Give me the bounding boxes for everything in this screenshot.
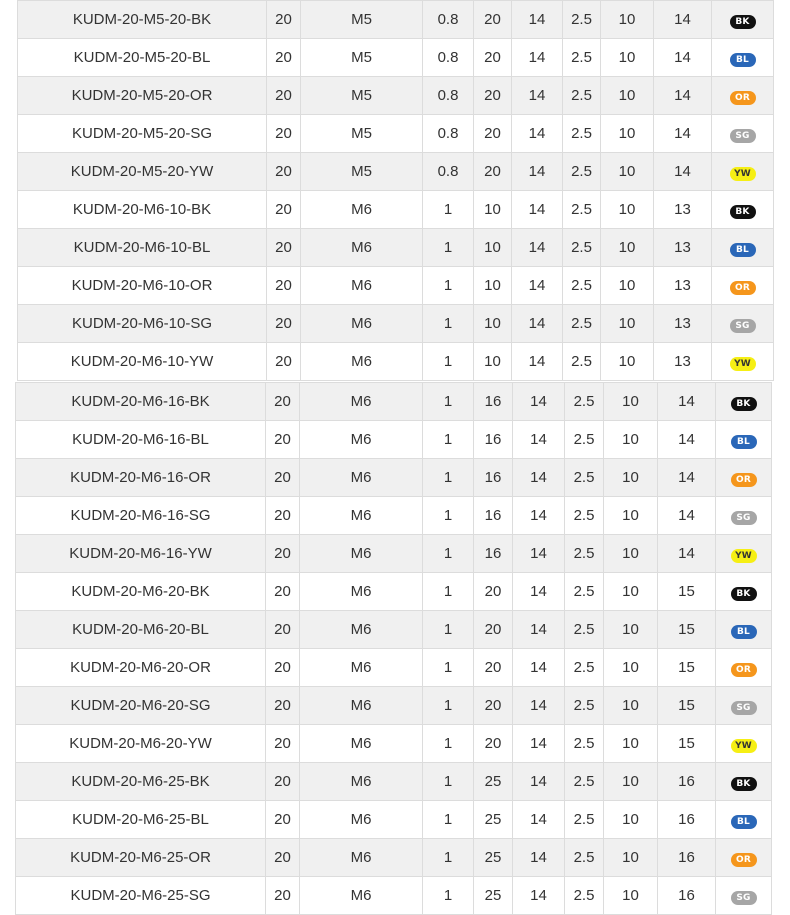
color-cell xyxy=(712,115,774,153)
length-cell: 25 xyxy=(474,801,513,839)
thread-cell: M5 xyxy=(301,77,423,115)
dim-b-cell: 2.5 xyxy=(563,191,601,229)
dim-c-cell: 10 xyxy=(601,229,654,267)
diameter-cell: 20 xyxy=(266,763,300,801)
table-row xyxy=(18,115,774,153)
color-badge: SG xyxy=(730,129,756,143)
length-cell: 16 xyxy=(474,459,513,497)
thread-cell: M6 xyxy=(300,649,423,687)
dim-c-cell: 10 xyxy=(604,877,658,915)
thread-cell: M6 xyxy=(300,497,423,535)
diameter-cell: 20 xyxy=(267,267,301,305)
thread-cell: M5 xyxy=(301,115,423,153)
dim-c-cell: 10 xyxy=(604,763,658,801)
dim-b-cell: 2.5 xyxy=(563,267,601,305)
dim-a-cell: 14 xyxy=(512,77,563,115)
length-cell: 16 xyxy=(474,421,513,459)
dim-a-cell: 14 xyxy=(513,725,565,763)
color-badge: SG xyxy=(730,319,756,333)
color-badge: BK xyxy=(731,587,757,601)
color-badge: BK xyxy=(731,777,757,791)
part-number-cell: KUDM-20-M6-16-BL xyxy=(16,421,266,459)
dim-a-cell: 14 xyxy=(513,535,565,573)
part-number-cell: KUDM-20-M6-20-OR xyxy=(16,649,266,687)
table-row xyxy=(18,343,774,381)
diameter-cell: 20 xyxy=(266,383,300,421)
table-row xyxy=(16,839,772,877)
dim-e-cell: 14 xyxy=(654,1,712,39)
dim-c-cell: 10 xyxy=(604,649,658,687)
table-row xyxy=(18,267,774,305)
part-number-cell: KUDM-20-M6-25-BL xyxy=(16,801,266,839)
color-badge: OR xyxy=(730,91,756,105)
pitch-cell: 1 xyxy=(423,497,474,535)
dim-b-cell: 2.5 xyxy=(565,459,604,497)
thread-cell: M6 xyxy=(300,877,423,915)
dim-e-cell: 16 xyxy=(658,801,716,839)
color-badge: SG xyxy=(731,511,757,525)
color-badge: YW xyxy=(730,357,756,371)
dim-e-cell: 14 xyxy=(658,535,716,573)
table-row xyxy=(18,229,774,267)
pitch-cell: 1 xyxy=(423,839,474,877)
dim-c-cell: 10 xyxy=(604,573,658,611)
color-badge: YW xyxy=(731,739,757,753)
table-body xyxy=(18,1,774,381)
pitch-cell: 1 xyxy=(423,649,474,687)
dim-e-cell: 13 xyxy=(654,343,712,381)
dim-b-cell: 2.5 xyxy=(563,153,601,191)
pitch-cell: 1 xyxy=(423,191,474,229)
diameter-cell: 20 xyxy=(266,421,300,459)
dim-a-cell: 14 xyxy=(512,39,563,77)
length-cell: 20 xyxy=(474,77,512,115)
part-number-cell: KUDM-20-M6-10-YW xyxy=(18,343,267,381)
dim-e-cell: 16 xyxy=(658,839,716,877)
dim-c-cell: 10 xyxy=(601,267,654,305)
table-row xyxy=(16,573,772,611)
dim-a-cell: 14 xyxy=(513,839,565,877)
dim-b-cell: 2.5 xyxy=(565,649,604,687)
diameter-cell: 20 xyxy=(266,801,300,839)
table-row xyxy=(16,877,772,915)
table-row xyxy=(16,497,772,535)
diameter-cell: 20 xyxy=(267,115,301,153)
dim-e-cell: 14 xyxy=(654,77,712,115)
diameter-cell: 20 xyxy=(267,153,301,191)
color-cell xyxy=(712,343,774,381)
length-cell: 10 xyxy=(474,305,512,343)
part-number-cell: KUDM-20-M6-16-OR xyxy=(16,459,266,497)
part-number-cell: KUDM-20-M6-10-OR xyxy=(18,267,267,305)
color-cell xyxy=(712,153,774,191)
table-row xyxy=(16,535,772,573)
dim-a-cell: 14 xyxy=(512,229,563,267)
part-number-cell: KUDM-20-M6-20-YW xyxy=(16,725,266,763)
part-number-cell: KUDM-20-M5-20-SG xyxy=(18,115,267,153)
dim-e-cell: 13 xyxy=(654,305,712,343)
dim-c-cell: 10 xyxy=(604,535,658,573)
dim-a-cell: 14 xyxy=(512,115,563,153)
diameter-cell: 20 xyxy=(266,611,300,649)
color-badge: BL xyxy=(730,53,756,67)
dim-b-cell: 2.5 xyxy=(565,611,604,649)
dim-b-cell: 2.5 xyxy=(563,305,601,343)
pitch-cell: 1 xyxy=(423,421,474,459)
pitch-cell: 0.8 xyxy=(423,153,474,191)
part-number-cell: KUDM-20-M6-10-BK xyxy=(18,191,267,229)
thread-cell: M6 xyxy=(300,421,423,459)
dim-c-cell: 10 xyxy=(604,687,658,725)
dim-c-cell: 10 xyxy=(604,611,658,649)
part-number-cell: KUDM-20-M5-20-OR xyxy=(18,77,267,115)
dim-e-cell: 14 xyxy=(658,421,716,459)
pitch-cell: 1 xyxy=(423,459,474,497)
part-number-cell: KUDM-20-M6-16-SG xyxy=(16,497,266,535)
diameter-cell: 20 xyxy=(266,649,300,687)
dim-a-cell: 14 xyxy=(513,649,565,687)
dim-b-cell: 2.5 xyxy=(565,421,604,459)
thread-cell: M6 xyxy=(301,191,423,229)
dim-b-cell: 2.5 xyxy=(563,77,601,115)
dim-c-cell: 10 xyxy=(604,497,658,535)
thread-cell: M6 xyxy=(300,763,423,801)
dim-c-cell: 10 xyxy=(601,77,654,115)
color-cell xyxy=(712,39,774,77)
length-cell: 25 xyxy=(474,877,513,915)
color-badge: BK xyxy=(730,15,756,29)
length-cell: 20 xyxy=(474,39,512,77)
part-number-cell: KUDM-20-M6-20-BK xyxy=(16,573,266,611)
pitch-cell: 1 xyxy=(423,877,474,915)
dim-e-cell: 15 xyxy=(658,687,716,725)
dim-b-cell: 2.5 xyxy=(565,763,604,801)
dim-e-cell: 14 xyxy=(658,383,716,421)
dim-b-cell: 2.5 xyxy=(565,535,604,573)
dim-e-cell: 14 xyxy=(654,115,712,153)
diameter-cell: 20 xyxy=(267,1,301,39)
dim-a-cell: 14 xyxy=(513,611,565,649)
diameter-cell: 20 xyxy=(267,77,301,115)
diameter-cell: 20 xyxy=(266,839,300,877)
color-cell xyxy=(716,763,772,801)
dim-c-cell: 10 xyxy=(604,421,658,459)
dim-c-cell: 10 xyxy=(601,191,654,229)
length-cell: 25 xyxy=(474,763,513,801)
dim-e-cell: 16 xyxy=(658,763,716,801)
table-row xyxy=(18,1,774,39)
dim-e-cell: 13 xyxy=(654,267,712,305)
dim-a-cell: 14 xyxy=(513,763,565,801)
dim-b-cell: 2.5 xyxy=(563,115,601,153)
color-cell xyxy=(716,877,772,915)
length-cell: 10 xyxy=(474,229,512,267)
dim-c-cell: 10 xyxy=(601,343,654,381)
diameter-cell: 20 xyxy=(267,229,301,267)
diameter-cell: 20 xyxy=(267,191,301,229)
color-cell xyxy=(716,611,772,649)
thread-cell: M6 xyxy=(301,267,423,305)
dim-a-cell: 14 xyxy=(512,153,563,191)
table-row xyxy=(18,153,774,191)
dim-a-cell: 14 xyxy=(512,305,563,343)
dim-b-cell: 2.5 xyxy=(563,229,601,267)
dim-b-cell: 2.5 xyxy=(565,497,604,535)
pitch-cell: 0.8 xyxy=(423,1,474,39)
length-cell: 20 xyxy=(474,115,512,153)
table-row xyxy=(16,383,772,421)
pitch-cell: 1 xyxy=(423,763,474,801)
dim-a-cell: 14 xyxy=(512,343,563,381)
length-cell: 20 xyxy=(474,687,513,725)
dim-b-cell: 2.5 xyxy=(565,725,604,763)
dim-e-cell: 15 xyxy=(658,725,716,763)
color-badge: BL xyxy=(731,435,757,449)
thread-cell: M5 xyxy=(301,1,423,39)
dim-e-cell: 15 xyxy=(658,573,716,611)
dim-e-cell: 15 xyxy=(658,649,716,687)
dim-b-cell: 2.5 xyxy=(565,687,604,725)
color-cell xyxy=(716,801,772,839)
thread-cell: M6 xyxy=(300,459,423,497)
diameter-cell: 20 xyxy=(266,535,300,573)
color-cell xyxy=(716,497,772,535)
table-row xyxy=(18,191,774,229)
dim-a-cell: 14 xyxy=(512,267,563,305)
pitch-cell: 1 xyxy=(423,383,474,421)
dim-b-cell: 2.5 xyxy=(563,343,601,381)
dim-e-cell: 14 xyxy=(654,153,712,191)
color-cell xyxy=(712,267,774,305)
length-cell: 16 xyxy=(474,383,513,421)
table-row xyxy=(16,763,772,801)
length-cell: 10 xyxy=(474,267,512,305)
dim-e-cell: 14 xyxy=(658,459,716,497)
pitch-cell: 1 xyxy=(423,573,474,611)
color-badge: BK xyxy=(731,397,757,411)
dim-c-cell: 10 xyxy=(601,305,654,343)
color-cell xyxy=(716,573,772,611)
dim-c-cell: 10 xyxy=(604,839,658,877)
pitch-cell: 0.8 xyxy=(423,77,474,115)
color-badge: YW xyxy=(731,549,757,563)
thread-cell: M6 xyxy=(300,383,423,421)
color-cell xyxy=(716,383,772,421)
part-number-cell: KUDM-20-M6-10-SG xyxy=(18,305,267,343)
dim-c-cell: 10 xyxy=(601,153,654,191)
dim-a-cell: 14 xyxy=(513,383,565,421)
color-badge: OR xyxy=(731,473,757,487)
thread-cell: M6 xyxy=(301,343,423,381)
color-badge: BL xyxy=(731,815,757,829)
color-cell xyxy=(716,649,772,687)
length-cell: 20 xyxy=(474,611,513,649)
dim-c-cell: 10 xyxy=(604,383,658,421)
pitch-cell: 1 xyxy=(423,343,474,381)
dim-b-cell: 2.5 xyxy=(565,573,604,611)
dim-c-cell: 10 xyxy=(604,801,658,839)
diameter-cell: 20 xyxy=(266,573,300,611)
dim-a-cell: 14 xyxy=(513,421,565,459)
color-cell xyxy=(712,229,774,267)
color-badge: YW xyxy=(730,167,756,181)
table-row xyxy=(16,421,772,459)
dim-a-cell: 14 xyxy=(512,191,563,229)
length-cell: 20 xyxy=(474,153,512,191)
dim-b-cell: 2.5 xyxy=(563,1,601,39)
pitch-cell: 1 xyxy=(423,801,474,839)
color-cell xyxy=(712,305,774,343)
part-number-cell: KUDM-20-M6-25-BK xyxy=(16,763,266,801)
dim-a-cell: 14 xyxy=(513,877,565,915)
color-badge: SG xyxy=(731,891,757,905)
table-row xyxy=(16,611,772,649)
dim-e-cell: 15 xyxy=(658,611,716,649)
diameter-cell: 20 xyxy=(266,459,300,497)
part-number-cell: KUDM-20-M5-20-YW xyxy=(18,153,267,191)
dim-a-cell: 14 xyxy=(513,497,565,535)
color-cell xyxy=(716,535,772,573)
product-table-lower xyxy=(15,382,772,915)
diameter-cell: 20 xyxy=(266,725,300,763)
dim-a-cell: 14 xyxy=(513,801,565,839)
color-cell xyxy=(716,687,772,725)
color-cell xyxy=(712,191,774,229)
part-number-cell: KUDM-20-M6-16-YW xyxy=(16,535,266,573)
pitch-cell: 1 xyxy=(423,229,474,267)
color-cell xyxy=(716,839,772,877)
color-badge: SG xyxy=(731,701,757,715)
dim-e-cell: 14 xyxy=(654,39,712,77)
pitch-cell: 1 xyxy=(423,611,474,649)
pitch-cell: 0.8 xyxy=(423,115,474,153)
dim-a-cell: 14 xyxy=(512,1,563,39)
thread-cell: M6 xyxy=(301,305,423,343)
product-table-upper xyxy=(17,0,774,381)
thread-cell: M6 xyxy=(300,725,423,763)
table-row xyxy=(18,77,774,115)
table-row xyxy=(18,305,774,343)
length-cell: 10 xyxy=(474,343,512,381)
dim-e-cell: 16 xyxy=(658,877,716,915)
thread-cell: M6 xyxy=(300,801,423,839)
thread-cell: M5 xyxy=(301,39,423,77)
thread-cell: M6 xyxy=(300,839,423,877)
dim-c-cell: 10 xyxy=(601,115,654,153)
part-number-cell: KUDM-20-M6-25-OR xyxy=(16,839,266,877)
part-number-cell: KUDM-20-M6-25-SG xyxy=(16,877,266,915)
thread-cell: M5 xyxy=(301,153,423,191)
color-badge: OR xyxy=(731,853,757,867)
pitch-cell: 1 xyxy=(423,725,474,763)
dim-b-cell: 2.5 xyxy=(565,877,604,915)
table-row xyxy=(16,725,772,763)
color-badge: BL xyxy=(730,243,756,257)
part-number-cell: KUDM-20-M6-20-BL xyxy=(16,611,266,649)
pitch-cell: 0.8 xyxy=(423,39,474,77)
pitch-cell: 1 xyxy=(423,267,474,305)
part-number-cell: KUDM-20-M5-20-BK xyxy=(18,1,267,39)
part-number-cell: KUDM-20-M6-20-SG xyxy=(16,687,266,725)
dim-e-cell: 13 xyxy=(654,191,712,229)
length-cell: 25 xyxy=(474,839,513,877)
part-number-cell: KUDM-20-M6-16-BK xyxy=(16,383,266,421)
color-badge: BK xyxy=(730,205,756,219)
dim-b-cell: 2.5 xyxy=(565,383,604,421)
length-cell: 20 xyxy=(474,725,513,763)
length-cell: 16 xyxy=(474,497,513,535)
pitch-cell: 1 xyxy=(423,535,474,573)
pitch-cell: 1 xyxy=(423,687,474,725)
thread-cell: M6 xyxy=(300,687,423,725)
thread-cell: M6 xyxy=(300,611,423,649)
length-cell: 20 xyxy=(474,649,513,687)
diameter-cell: 20 xyxy=(266,877,300,915)
color-cell xyxy=(716,725,772,763)
dim-b-cell: 2.5 xyxy=(565,839,604,877)
length-cell: 10 xyxy=(474,191,512,229)
length-cell: 16 xyxy=(474,535,513,573)
color-cell xyxy=(716,421,772,459)
table-body xyxy=(16,383,772,915)
diameter-cell: 20 xyxy=(267,343,301,381)
dim-e-cell: 13 xyxy=(654,229,712,267)
table-row xyxy=(16,459,772,497)
dim-b-cell: 2.5 xyxy=(563,39,601,77)
dim-c-cell: 10 xyxy=(601,39,654,77)
dim-a-cell: 14 xyxy=(513,459,565,497)
color-badge: OR xyxy=(730,281,756,295)
length-cell: 20 xyxy=(474,1,512,39)
table-row xyxy=(16,687,772,725)
table-row xyxy=(16,801,772,839)
thread-cell: M6 xyxy=(300,535,423,573)
diameter-cell: 20 xyxy=(266,497,300,535)
dim-c-cell: 10 xyxy=(604,725,658,763)
part-number-cell: KUDM-20-M6-10-BL xyxy=(18,229,267,267)
color-badge: BL xyxy=(731,625,757,639)
pitch-cell: 1 xyxy=(423,305,474,343)
dim-c-cell: 10 xyxy=(601,1,654,39)
dim-e-cell: 14 xyxy=(658,497,716,535)
diameter-cell: 20 xyxy=(267,305,301,343)
diameter-cell: 20 xyxy=(266,687,300,725)
table-row xyxy=(16,649,772,687)
color-cell xyxy=(712,1,774,39)
length-cell: 20 xyxy=(474,573,513,611)
dim-b-cell: 2.5 xyxy=(565,801,604,839)
color-cell xyxy=(712,77,774,115)
diameter-cell: 20 xyxy=(267,39,301,77)
table-row xyxy=(18,39,774,77)
thread-cell: M6 xyxy=(301,229,423,267)
dim-c-cell: 10 xyxy=(604,459,658,497)
thread-cell: M6 xyxy=(300,573,423,611)
color-cell xyxy=(716,459,772,497)
part-number-cell: KUDM-20-M5-20-BL xyxy=(18,39,267,77)
dim-a-cell: 14 xyxy=(513,687,565,725)
color-badge: OR xyxy=(731,663,757,677)
dim-a-cell: 14 xyxy=(513,573,565,611)
